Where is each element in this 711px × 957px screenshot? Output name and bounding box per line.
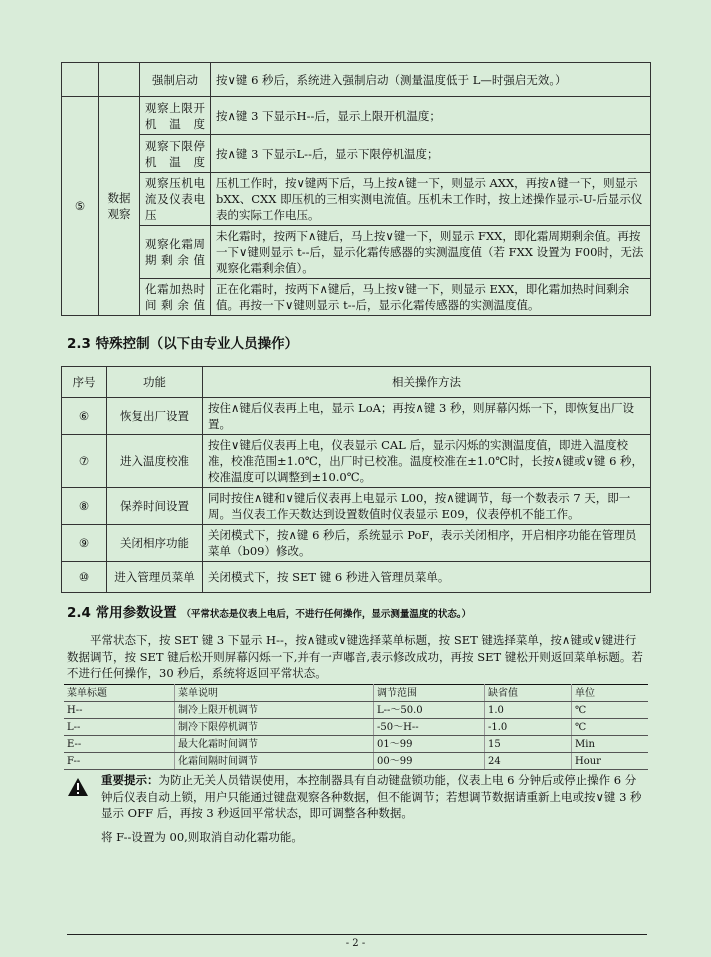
important-notice: 重要提示：为防止无关人员错误使用，本控制器具有自动键盘锁功能，仪表上电 6 分钟后或停止操作 6 分钟后仪表自动上锁，用户只能通过键盘观察各种数据，但不能调节；若想调节数据请重新上电或按∨键 3 秒显示 OFF 后，再按 3 秒返回平常状态，即可调整各种数据。 <box>101 773 642 820</box>
warning-icon <box>67 777 89 797</box>
param-intro-paragraph: 平常状态下，按 SET 键 3 下显示 H--，按∧键或∨键选择菜单标题，按 SET 键选择菜单，按∧键或∨键进行数据调节，按 SET 键后松开则屏幕闪烁一下,并有一声嘟音,表示修改成功，再按 SET 键松开则返回菜单标题。若不进行任何操作，30 秒后，系统将返回平常状态。 <box>67 633 643 680</box>
page-number: - 2 - <box>345 938 366 949</box>
defrost-note: 将 F--设置为 00,则取消自动化霜功能。 <box>101 830 303 844</box>
table-row: F-- 化霜间隔时间调节 00～99 24 Hour <box>64 753 648 770</box>
param-table <box>64 684 648 770</box>
data-view-table <box>61 62 651 316</box>
table-row: 观察下限停机温度 按∧键 3 下显示L--后，显示下限停机温度； <box>62 135 651 173</box>
section-heading-2-4: 2.4 常用参数设置 （平常状态是仪表上电后，不进行任何操作，显示测量温度的状态。） <box>67 605 472 621</box>
table-row: ⑥ 恢复出厂设置 按住∧键后仪表再上电，显示 LoA；再按∧键 3 秒，则屏幕闪烁一下，即恢复出厂设置。 <box>62 398 651 435</box>
table-row: ⑤ 数据观察 观察上限开机温度 按∧键 3 下显示H--后，显示上限开机温度； <box>62 97 651 135</box>
table-row: ⑦ 进入温度校准 按住∨键后仪表再上电，仪表显示 CAL 后，显示闪烁的实测温度值，即进入温度校准，校准范围±1.0℃，出厂时已校准。温度校准在±1.0℃时，长按∧键或∨键 6 秒，校准温度可以调整到±10.0℃。 <box>62 435 651 488</box>
special-control-table <box>61 366 651 593</box>
table-row: ⑨ 关闭相序功能 关闭模式下，按∧键 6 秒后，系统显示 PoF，表示关闭相序，开启相序功能在管理员菜单（b09）修改。 <box>62 525 651 562</box>
table-row: 观察压机电流及仪表电压 压机工作时，按∨键两下后，马上按∧键一下，则显示 AXX，再按∧键一下，则显示 bXX、CXX 即压机的三相实测电流值。压机未工作时，按上述操作显示-U-后显示仪表的实际工作电压。 <box>62 173 651 226</box>
table-row: 观察化霜周期剩余值 未化霜时，按两下∧键后，马上按∨键一下，则显示 FXX，即化霜周期剩余值。再按一下∨键则显示 t--后，显示化霜传感器的实测温度值（若 FXX 设置为 F00时，无法观察化霜剩余值）。 <box>62 226 651 279</box>
table-row: E-- 最大化霜时间调节 01～99 15 Min <box>64 736 648 753</box>
table-row: L-- 制冷下限停机调节 -50～H-- -1.0 ℃ <box>64 719 648 736</box>
table-row: 化霜加热时间剩余值 正在化霜时，按两下∧键后，马上按∨键一下，则显示 EXX，即化霜加热时间剩余值。再按一下∨键则显示 t--后，显示化霜传感器的实测温度值。 <box>62 279 651 316</box>
table-header-row: 序号 功能 相关操作方法 <box>62 367 651 398</box>
footer-divider <box>67 934 647 935</box>
table-header-row: 菜单标题 菜单说明 调节范围 缺省值 单位 <box>64 685 648 702</box>
table-row: H-- 制冷上限开机调节 L--～50.0 1.0 ℃ <box>64 702 648 719</box>
section-heading-2-3: 2.3 特殊控制（以下由专业人员操作） <box>67 336 299 352</box>
table-row: ⑩ 进入管理员菜单 关闭模式下，按 SET 键 6 秒进入管理员菜单。 <box>62 562 651 593</box>
table-row: 强制启动 按∨键 6 秒后，系统进入强制启动（测量温度低于 L—时强启无效。） <box>62 63 651 97</box>
table-row: ⑧ 保养时间设置 同时按住∧键和∨键后仪表再上电显示 L00，按∧键调节，每一个数表示 7 天，即一周。当仪表工作天数达到设置数值时仪表显示 E09，仪表停机不能工作。 <box>62 488 651 525</box>
